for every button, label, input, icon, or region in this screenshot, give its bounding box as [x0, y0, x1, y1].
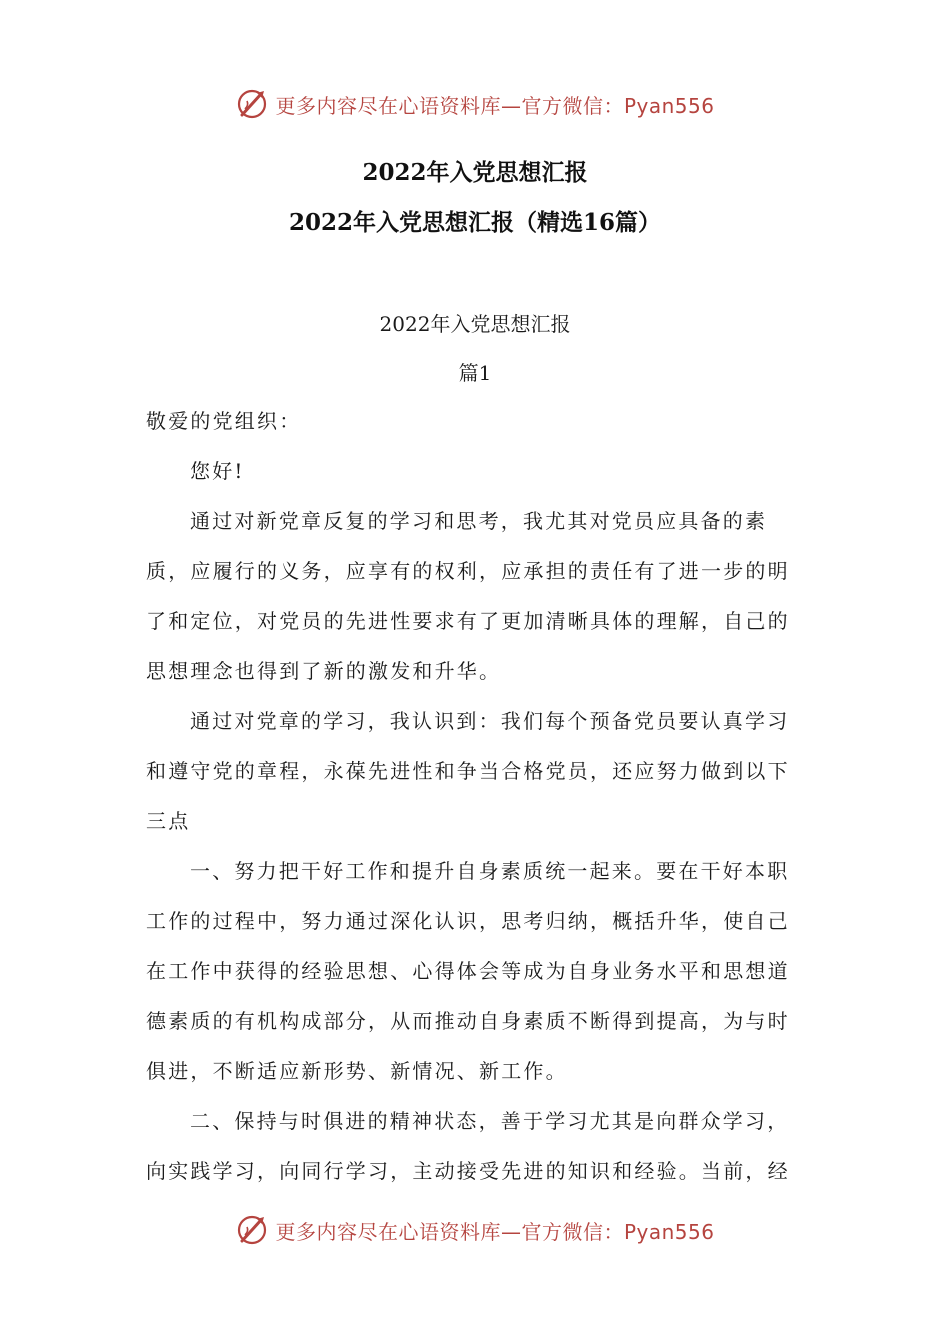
banner-wechat: 官方微信：Pyan556 [521, 93, 715, 118]
section-number: 篇1 [458, 361, 492, 385]
salutation: 敬爱的党组织： [146, 409, 302, 433]
paragraph: 通过对新党章反复的学习和思考，我尤其对党员应具备的素质，应履行的义务，应享有的权利，应承担的责任有了进一步的明了和定位，对党员的先进性要求有了更加清晰具体的理解，自己的思想理念也得到了新的激发和升华。 [146, 509, 790, 683]
paragraph: 二、保持与时俱进的精神状态，善于学习尤其是向群众学习，向实践学习，向同行学习，主动接受先进的知识和经验。当前，经 [146, 1109, 790, 1183]
header-banner [0, 82, 950, 126]
banner-text-main: 更多内容尽在心语资料库— [275, 1219, 522, 1244]
paragraph: 一、努力把干好工作和提升自身素质统一起来。要在干好本职工作的过程中，努力通过深化认识，思考归纳，概括升华，使自己在工作中获得的经验思想、心得体会等成为自身业务水平和思想道德素质的有机构成部分，从而推动自身素质不断得到提高，为与时俱进，不断适应新形势、新情况、新工作。 [146, 859, 790, 1083]
paragraph: 通过对党章的学习，我认识到：我们每个预备党员要认真学习和遵守党的章程，永葆先进性和争当合格党员，还应努力做到以下三点 [146, 709, 790, 833]
document-subtitle: 2022年入党思想汇报（精选16篇） [288, 209, 662, 236]
pen-circle-logo-icon [235, 1213, 269, 1247]
pen-circle-logo-icon [235, 87, 269, 121]
banner-text-main: 更多内容尽在心语资料库— [275, 93, 522, 118]
document-body [146, 396, 808, 1196]
document-title: 2022年入党思想汇报 [362, 159, 588, 186]
section-heading: 2022年入党思想汇报 [379, 312, 571, 336]
banner-text [275, 90, 714, 119]
greeting: 您好! [190, 459, 245, 483]
footer-banner [0, 1208, 950, 1252]
banner-text [275, 1216, 714, 1245]
banner-wechat: 官方微信：Pyan556 [521, 1219, 715, 1244]
